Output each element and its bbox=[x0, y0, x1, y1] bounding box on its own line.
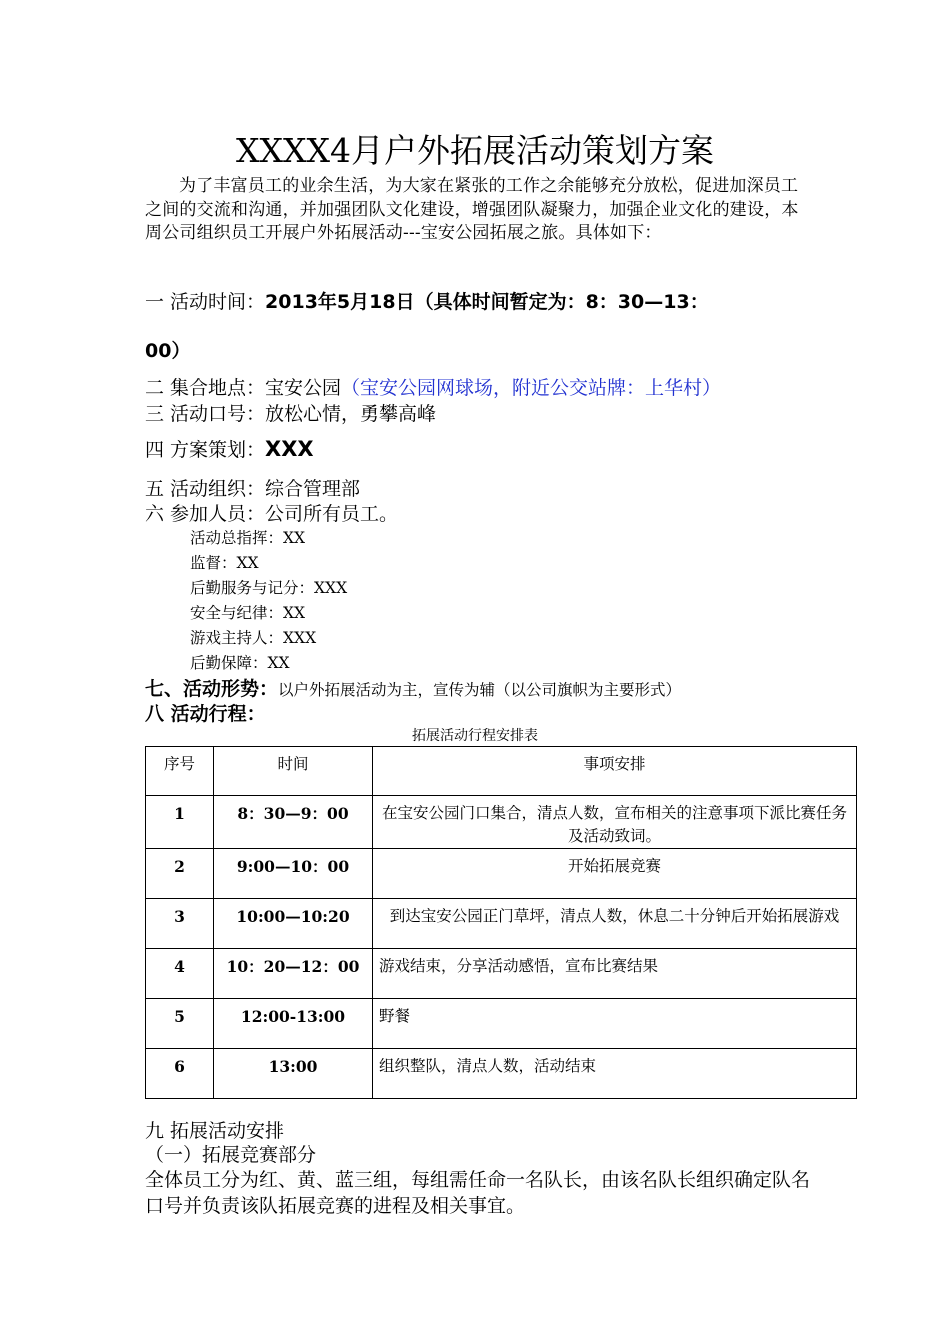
staff-item: 监督：XX bbox=[190, 554, 259, 572]
row-time: 10：20—12：00 bbox=[214, 949, 373, 999]
section-1-time bbox=[145, 287, 709, 314]
table-row bbox=[146, 1049, 857, 1099]
staff-item: 后勤保障：XX bbox=[190, 654, 290, 672]
staff-item: 活动总指挥：XX bbox=[190, 529, 306, 547]
row-time: 8：30—9：00 bbox=[214, 796, 373, 849]
section-4-value: XXX bbox=[265, 437, 314, 461]
table-header-row bbox=[146, 747, 857, 796]
table-row bbox=[146, 949, 857, 999]
table-caption: 拓展活动行程安排表 bbox=[412, 728, 538, 744]
section-6-participants: 六 参加人员：公司所有员工。 bbox=[145, 503, 399, 525]
row-arrangement: 开始拓展竞赛 bbox=[373, 849, 857, 899]
section-2-note: （宝安公园网球场，附近公交站牌：上华村） bbox=[341, 377, 722, 399]
row-no: 6 bbox=[146, 1049, 214, 1099]
row-no: 3 bbox=[146, 899, 214, 949]
section-4-planner bbox=[145, 435, 314, 462]
section-7-value: 以户外拓展活动为主，宣传为辅（以公司旗帜为主要形式） bbox=[278, 681, 682, 699]
document-title: XXXX4月户外拓展活动策划方案 bbox=[236, 131, 714, 170]
row-arrangement: 到达宝安公园正门草坪，清点人数，休息二十分钟后开始拓展游戏 bbox=[373, 899, 857, 949]
table-row bbox=[146, 999, 857, 1049]
section-5-organizer: 五 活动组织：综合管理部 bbox=[145, 478, 361, 500]
section-7-label: 七、活动形势： bbox=[145, 678, 279, 700]
header-no: 序号 bbox=[146, 747, 214, 796]
row-arrangement: 游戏结束，分享活动感悟，宣布比赛结果 bbox=[373, 949, 857, 999]
section-1-value-cont: 00） bbox=[145, 340, 191, 362]
row-time: 9:00—10：00 bbox=[214, 849, 373, 899]
row-time: 10:00—10:20 bbox=[214, 899, 373, 949]
section-8-itinerary: 八 活动行程： bbox=[145, 703, 266, 725]
header-time: 时间 bbox=[214, 747, 373, 796]
intro-paragraph: 为了丰富员工的业余生活，为大家在紧张的工作之余能够充分放松，促进加深员工之间的交流和沟通，并加强团队文化建设，增强团队凝聚力，加强企业文化的建设，本周公司组织员工开展户外拓展活动---宝安公园拓展之旅。具体如下： bbox=[145, 176, 799, 243]
table-row bbox=[146, 899, 857, 949]
staff-item: 后勤服务与记分：XXX bbox=[190, 579, 348, 597]
staff-item: 游戏主持人：XXX bbox=[190, 629, 317, 647]
row-time: 13:00 bbox=[214, 1049, 373, 1099]
row-no: 5 bbox=[146, 999, 214, 1049]
row-arrangement: 野餐 bbox=[373, 999, 857, 1049]
section-3-slogan: 三 活动口号：放松心情，勇攀高峰 bbox=[145, 403, 437, 425]
row-arrangement: 在宝安公园门口集合，清点人数，宣布相关的注意事项下派比赛任务及活动致词。 bbox=[373, 796, 857, 849]
table-row bbox=[146, 849, 857, 899]
row-time: 12:00-13:00 bbox=[214, 999, 373, 1049]
section-2-location bbox=[145, 373, 721, 400]
section-1-label: 一 活动时间： bbox=[145, 291, 266, 313]
table-row bbox=[146, 796, 857, 849]
schedule-table bbox=[145, 746, 857, 1099]
section-7-format bbox=[145, 674, 681, 701]
section-9-paragraph: 全体员工分为红、黄、蓝三组，每组需任命一名队长，由该名队长组织确定队名口号并负责该队拓展竞赛的进程及相关事宜。 bbox=[145, 1169, 811, 1217]
header-arrangement: 事项安排 bbox=[373, 747, 857, 796]
section-9-subheading: （一）拓展竞赛部分 bbox=[145, 1144, 317, 1166]
row-no: 2 bbox=[146, 849, 214, 899]
section-1-value: 2013年5月18日（具体时间暂定为：8：30—13： bbox=[265, 291, 709, 313]
row-no: 1 bbox=[146, 796, 214, 849]
row-no: 4 bbox=[146, 949, 214, 999]
section-9-heading: 九 拓展活动安排 bbox=[145, 1120, 285, 1142]
section-4-label: 四 方案策划： bbox=[145, 439, 266, 461]
section-1-time-cont bbox=[145, 336, 190, 363]
section-2-label: 二 集合地点：宝安公园 bbox=[145, 377, 342, 399]
row-arrangement: 组织整队，清点人数，活动结束 bbox=[373, 1049, 857, 1099]
staff-item: 安全与纪律：XX bbox=[190, 604, 306, 622]
